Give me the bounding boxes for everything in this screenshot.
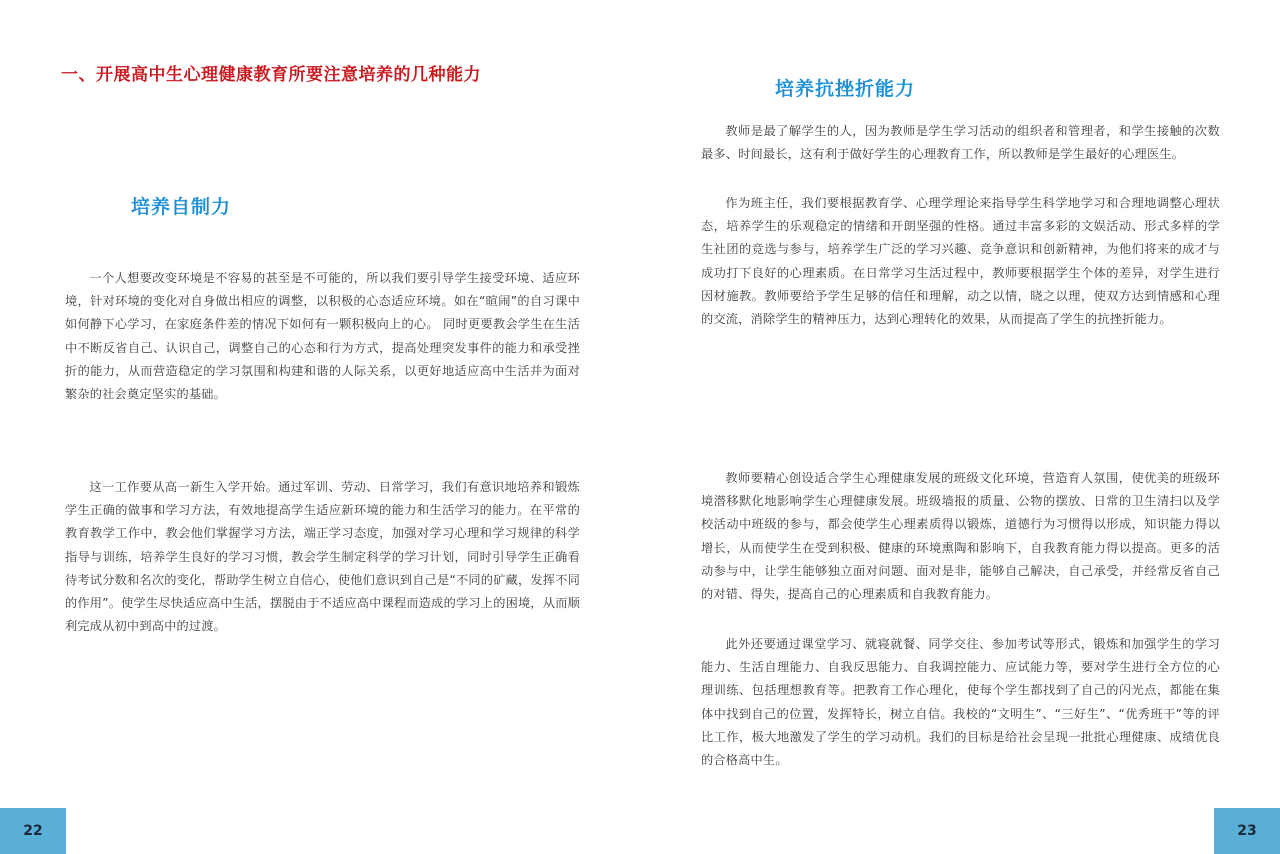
paragraph bbox=[65, 476, 580, 638]
paragraph bbox=[701, 120, 1220, 166]
section-heading-self-control: 培养自制力 bbox=[131, 196, 232, 218]
paragraph-text: 教师是最了解学生的人，因为教师是学生学习活动的组织者和管理者，和学生接触的次数最多、时间最长，这有利于做好学生的心理教育工作，所以教师是学生最好的心理医生。 bbox=[701, 124, 1220, 162]
paragraph-text: 一个人想要改变环境是不容易的甚至是不可能的，所以我们要引导学生接受环境、适应环境，针对环境的变化对自身做出相应的调整，以积极的心态适应环境。如在“暄闹”的自习课中如何静下心学习，在家庭条件差的情况下如何有一颗积极向上的心。 同时更要教会学生在生活中不断反省自己、认识自己，调整自己的心态和行为方式，提高处理突发事件的能力和承受挫折的能力，从而营造稳定的学习氛围和构建和谐的人际关系，以更好地适应高中生活并为面对繁杂的社会奠定坚实的基础。 bbox=[65, 271, 580, 402]
paragraph-text: 教师要精心创设适合学生心理健康发展的班级文化环境，营造育人氛围，使优美的班级环境潜移默化地影响学生心理健康发展。班级墙报的质量、公物的摆放、日常的卫生清扫以及学校活动中班级的参与，都会使学生心理素质得以锻炼，道德行为习惯得以形成，知识能力得以增长，从而使学生在受到积极、健康的环境熏陶和影响下，自我教育能力得以提高。更多的活动参与中，让学生能够独立面对问题、面对是非，能够自己解决，自己承受，并经常反省自己的对错、得失，提高自己的心理素质和自我教育能力。 bbox=[701, 471, 1220, 602]
paragraph bbox=[65, 267, 580, 406]
section-heading-resilience: 培养抗挫折能力 bbox=[775, 78, 916, 100]
paragraph bbox=[701, 467, 1220, 606]
page-number-left: 22 bbox=[0, 808, 66, 854]
paragraph-text: 这一工作要从高一新生入学开始。通过军训、劳动、日常学习，我们有意识地培养和锻炼学生正确的做事和学习方法，有效地提高学生适应新环境的能力和生活学习的能力。在平常的教育教学工作中，教会他们掌握学习方法，端正学习态度，加强对学习心理和学习规律的科学指导与训练，培养学生良好的学习习惯，教会学生制定科学的学习计划，同时引导学生正确看待考试分数和名次的变化，帮助学生树立自信心，使他们意识到自己是“不同的矿藏，发挥不同的作用”。使学生尽快适应高中生活，摆脱由于不适应高中课程而造成的学习上的困境，从而顺利完成从初中到高中的过渡。 bbox=[65, 480, 580, 634]
paragraph-text: 作为班主任，我们要根据教育学、心理学理论来指导学生科学地学习和合理地调整心理状态，培养学生的乐观稳定的情绪和开朗坚强的性格。通过丰富多彩的文娱活动、形式多样的学生社团的竞选与参与，培养学生广泛的学习兴趣、竞争意识和创新精神，为他们将来的成才与成功打下良好的心理素质。在日常学习生活过程中，教师要根据学生个体的差异，对学生进行因材施教。教师要给予学生足够的信任和理解，动之以情，晓之以理，使双方达到情感和心理的交流，消除学生的精神压力，达到心理转化的效果，从而提高了学生的抗挫折能力。 bbox=[701, 196, 1220, 327]
main-heading: 一、开展高中生心理健康教育所要注意培养的几种能力 bbox=[61, 65, 481, 85]
page-number-right: 23 bbox=[1214, 808, 1280, 854]
paragraph bbox=[701, 192, 1220, 331]
paragraph bbox=[701, 633, 1220, 772]
right-page bbox=[640, 0, 1280, 854]
paragraph-text: 此外还要通过课堂学习、就寝就餐、同学交往、参加考试等形式，锻炼和加强学生的学习能力、生活自理能力、自我反思能力、自我调控能力、应试能力等，要对学生进行全方位的心理训练、包括理想教育等。把教育工作心理化，使每个学生都找到了自己的闪光点，都能在集体中找到自己的位置，发挥特长，树立自信。我校的“文明生”、“三好生”、“优秀班干”等的评比工作，极大地激发了学生的学习动机。我们的目标是给社会呈现一批批心理健康、成绩优良的合格高中生。 bbox=[701, 637, 1220, 768]
